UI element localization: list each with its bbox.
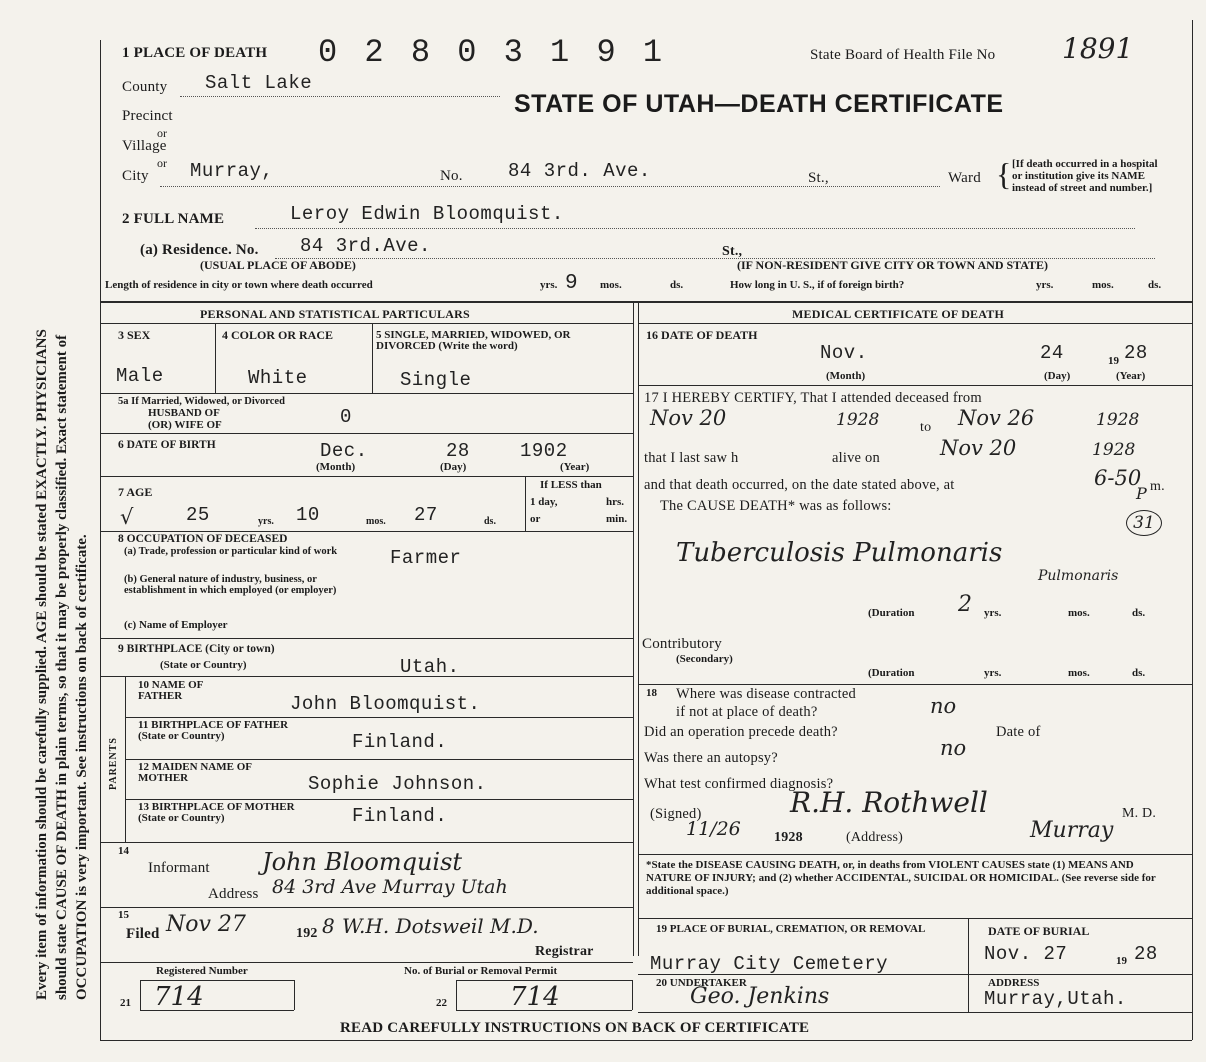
parents-label: PARENTS	[108, 737, 119, 790]
filed-year: 8	[322, 914, 335, 938]
yrs-label: yrs.	[984, 667, 1002, 679]
age-months: 10	[296, 504, 320, 526]
occupation-b-label: (b) General nature of industry, business, or establishment in which employed (or employer)	[124, 574, 337, 596]
time-ampm: P	[1136, 484, 1147, 503]
date-of-death-label: 16 DATE OF DEATH	[646, 328, 758, 342]
residence-label: (a) Residence. No.	[140, 242, 259, 258]
county-value: Salt Lake	[205, 72, 313, 94]
full-name-label: 2 FULL NAME	[122, 211, 225, 227]
burial-year-prefix: 19	[1116, 955, 1127, 967]
city-value: Murray,	[190, 160, 274, 182]
age-label: 7 AGE	[118, 485, 153, 499]
time-of-death: 6-50	[1094, 466, 1142, 490]
registrar-label: Registrar	[535, 944, 594, 959]
informant-address-value: 84 3rd Ave Murray Utah	[272, 876, 508, 898]
instruction-line-3: OCCUPATION is very important. See instructions on back of certificate.	[74, 534, 90, 1000]
item-number-22: 22	[436, 997, 447, 1009]
registered-number-label: Registered Number	[156, 965, 248, 977]
signed-year: 1928	[774, 830, 803, 845]
occupation-value: Farmer	[390, 547, 462, 569]
autopsy-answer: no	[940, 736, 967, 760]
mos-label: mos.	[1068, 607, 1090, 619]
mos-label: mos.	[600, 279, 622, 291]
secondary-label: (Secondary)	[676, 653, 733, 665]
father-name-label: 10 NAME OF FATHER	[138, 679, 203, 702]
date-of-label: Date of	[996, 724, 1041, 740]
mos-label: mos.	[1068, 667, 1090, 679]
street-address: 84 3rd. Ave.	[508, 160, 651, 182]
spouse-value: 0	[340, 406, 352, 428]
usual-abode-label: (USUAL PLACE OF ABODE)	[200, 258, 356, 272]
informant-label: Informant	[148, 860, 210, 876]
instruction-line-1: Every item of information should be carefully supplied. AGE should be stated EXACTLY. PHYSICIANS	[34, 329, 50, 1000]
occupation-label: 8 OCCUPATION OF DECEASED	[118, 533, 288, 545]
last-saw-year: 1928	[1092, 440, 1136, 460]
burial-place-label: 19 PLACE OF BURIAL, CREMATION, OR REMOVAL	[656, 923, 926, 935]
undertaker-address-value: Murray,Utah.	[984, 988, 1127, 1010]
file-no-label: State Board of Health File No	[810, 47, 996, 63]
cause-label: The CAUSE DEATH* was as follows:	[660, 498, 892, 514]
burial-year: 28	[1134, 943, 1158, 965]
physician-address: Murray	[1030, 818, 1114, 843]
month-sublabel: (Month)	[316, 461, 356, 473]
medical-footnote: *State the DISEASE CAUSING DEATH, or, in deaths from VIOLENT CAUSES state (1) MEANS AND NATURE OF INJURY; and (2) whether ACCIDENTAL, SUICIDAL OR HOMICIDAL. (See reverse side for additional space.)	[646, 859, 1156, 897]
less-than-label: If LESS than	[540, 479, 602, 491]
burial-date-value: Nov. 27	[984, 943, 1068, 965]
death-month: Nov.	[820, 342, 868, 364]
father-birthplace-value: Finland.	[352, 731, 448, 753]
cause-annotation: Pulmonaris	[1038, 568, 1119, 584]
burial-permit-label: No. of Burial or Removal Permit	[404, 965, 558, 977]
attended-from-date: Nov 20	[650, 406, 727, 430]
residence-st-label: St.,	[722, 244, 743, 259]
hrs-label: hrs.	[606, 496, 625, 508]
brace-icon: {	[996, 156, 1012, 192]
mos-label: mos.	[1092, 279, 1114, 291]
or-label: or	[157, 156, 167, 170]
year-sublabel: (Year)	[1116, 370, 1146, 382]
residence-value: 84 3rd.Ave.	[300, 235, 431, 257]
sex-label: 3 SEX	[118, 328, 151, 342]
duration-label: (Duration	[868, 667, 915, 679]
test-label: What test confirmed diagnosis?	[644, 776, 834, 792]
spouse-label-a: 5a If Married, Widowed, or Divorced	[118, 396, 285, 407]
to-label: to	[920, 420, 932, 435]
hospital-note: [If death occurred in a hospital or institution give its NAME instead of street and number.]	[1012, 158, 1158, 194]
day-sublabel: (Day)	[440, 461, 467, 473]
attended-from-year: 1928	[836, 410, 880, 430]
filed-year-prefix: 192	[296, 926, 318, 941]
ds-label: ds.	[1132, 667, 1146, 679]
birthplace-value: Utah.	[400, 656, 460, 678]
where-contracted-answer: no	[930, 694, 957, 718]
autopsy-label: Was there an autopsy?	[644, 750, 778, 766]
foreign-birth-label: How long in U. S., if of foreign birth?	[730, 279, 905, 291]
month-sublabel: (Month)	[826, 370, 866, 382]
md-label: M. D.	[1122, 806, 1157, 821]
signed-label: (Signed)	[650, 806, 702, 822]
color-value: White	[248, 367, 308, 389]
day-sublabel: (Day)	[1044, 370, 1071, 382]
or-label: or	[530, 513, 541, 525]
attended-to-year: 1928	[1096, 410, 1140, 430]
signed-date: 11/26	[686, 818, 741, 840]
informant-address-label: Address	[208, 886, 259, 902]
birthplace-sublabel: (State or Country)	[160, 659, 247, 671]
death-occurred-label: and that death occurred, on the date stated above, at	[644, 477, 955, 493]
min-label: min.	[606, 513, 628, 525]
mother-birthplace-value: Finland.	[352, 805, 448, 827]
occupation-a-label: (a) Trade, profession or particular kind of work	[124, 546, 338, 557]
ds-label: ds.	[670, 279, 684, 291]
village-label: Village	[122, 138, 167, 154]
year-sublabel: (Year)	[560, 461, 590, 473]
informant-value: John Bloomquist	[262, 848, 463, 876]
length-residence-label: Length of residence in city or town where death occurred	[105, 279, 373, 291]
filed-label: Filed	[126, 926, 160, 942]
age-days: 27	[414, 504, 438, 526]
full-name-value: Leroy Edwin Bloomquist.	[290, 203, 564, 225]
instruction-line-2: should state CAUSE OF DEATH in plain terms, so that it may be properly classified. Exact statement of	[54, 334, 70, 1000]
undertaker-address-label: ADDRESS	[988, 977, 1040, 989]
alive-on-label: alive on	[832, 450, 880, 466]
item-number-21: 21	[120, 997, 131, 1009]
footer-instructions: READ CAREFULLY INSTRUCTIONS ON BACK OF CERTIFICATE	[340, 1020, 810, 1036]
precinct-label: Precinct	[122, 108, 173, 124]
place-of-death-label: 1 PLACE OF DEATH	[122, 45, 268, 61]
if-not-label: if not at place of death?	[676, 704, 818, 720]
ds-label: ds.	[1132, 607, 1146, 619]
last-saw-date: Nov 20	[940, 436, 1017, 460]
dob-label: 6 DATE OF BIRTH	[118, 439, 216, 451]
undertaker-label: 20 UNDERTAKER	[656, 977, 747, 989]
one-day-label: 1 day,	[530, 496, 558, 508]
age-check: √	[120, 505, 134, 529]
cause-code: 31	[1126, 510, 1162, 536]
burial-date-label: DATE OF BURIAL	[988, 924, 1090, 938]
mos-label: mos.	[366, 516, 386, 527]
spouse-label-c: (OR) WIFE OF	[148, 419, 222, 431]
physician-signature: R.H. Rothwell	[790, 786, 988, 819]
file-no: 1891	[1062, 32, 1134, 65]
where-contracted-label: Where was disease contracted	[676, 686, 856, 702]
age-years: 25	[186, 504, 210, 526]
ds-label: ds.	[484, 516, 496, 527]
operation-label: Did an operation precede death?	[644, 724, 838, 740]
mother-name-label: 12 MAIDEN NAME OF MOTHER	[138, 761, 252, 784]
yrs-label: yrs.	[258, 516, 274, 527]
burial-permit-number: 714	[510, 982, 560, 1012]
filed-date: Nov 27	[166, 912, 246, 937]
dob-month: Dec.	[320, 440, 368, 462]
street-label: St.,	[808, 170, 829, 186]
registrar-signature: W.H. Dotsweil M.D.	[342, 914, 539, 938]
sex-value: Male	[116, 365, 164, 387]
instruction-sidebar	[0, 0, 96, 1062]
ds-label: ds.	[1148, 279, 1162, 291]
death-year: 28	[1124, 342, 1148, 364]
undertaker-value: Geo. Jenkins	[690, 984, 830, 1009]
physician-address-label: (Address)	[846, 830, 904, 845]
certificate-title: STATE OF UTAH—DEATH CERTIFICATE	[514, 90, 1004, 118]
death-day: 24	[1040, 342, 1064, 364]
registered-number: 714	[154, 982, 204, 1012]
nonresident-label: (IF NON-RESIDENT GIVE CITY OR TOWN AND STATE)	[737, 258, 1049, 272]
street-no-label: No.	[440, 168, 463, 184]
contributory-label: Contributory	[642, 636, 722, 652]
informant-number: 14	[118, 845, 129, 857]
cause-of-death: Tuberculosis Pulmonaris	[676, 538, 1003, 568]
yrs-label: yrs.	[984, 607, 1002, 619]
death-year-prefix: 19	[1108, 355, 1119, 367]
personal-section-title: PERSONAL AND STATISTICAL PARTICULARS	[200, 307, 470, 321]
mother-name-value: Sophie Johnson.	[308, 773, 487, 795]
burial-place-value: Murray City Cemetery	[650, 953, 889, 975]
item-number-18: 18	[646, 687, 657, 699]
dob-year: 1902	[520, 440, 568, 462]
ward-label: Ward	[948, 170, 981, 186]
father-name-value: John Bloomquist.	[290, 693, 481, 715]
certificate-number: 0 2 8 0 3 1 9 1	[318, 34, 667, 71]
city-label: City	[122, 168, 149, 184]
or-label: or	[157, 126, 167, 140]
color-label: 4 COLOR OR RACE	[222, 328, 334, 342]
duration-label: (Duration	[868, 607, 915, 619]
yrs-label: yrs.	[1036, 279, 1054, 291]
marital-label: 5 SINGLE, MARRIED, WIDOWED, OR DIVORCED (Write the word)	[376, 329, 571, 352]
birthplace-label: 9 BIRTHPLACE (City or town)	[118, 643, 275, 655]
father-birthplace-label: 11 BIRTHPLACE OF FATHER (State or Country)	[138, 719, 289, 742]
employer-label: (c) Name of Employer	[124, 619, 228, 631]
filed-number: 15	[118, 909, 129, 921]
m-label: m.	[1150, 479, 1165, 494]
mother-birthplace-label: 13 BIRTHPLACE OF MOTHER (State or Country)	[138, 801, 295, 824]
duration-value: 2	[958, 592, 972, 617]
certify-label: 17 I HEREBY CERTIFY, That I attended deceased from	[644, 390, 982, 406]
spouse-label-b: HUSBAND OF	[148, 407, 220, 419]
dob-day: 28	[446, 440, 470, 462]
marital-value: Single	[400, 369, 472, 391]
length-residence-months: 9	[565, 272, 579, 295]
medical-section-title: MEDICAL CERTIFICATE OF DEATH	[792, 307, 1004, 321]
last-saw-label: that I last saw h	[644, 450, 739, 466]
county-label: County	[122, 79, 168, 95]
attended-to-date: Nov 26	[958, 406, 1035, 430]
yrs-label: yrs.	[540, 279, 558, 291]
